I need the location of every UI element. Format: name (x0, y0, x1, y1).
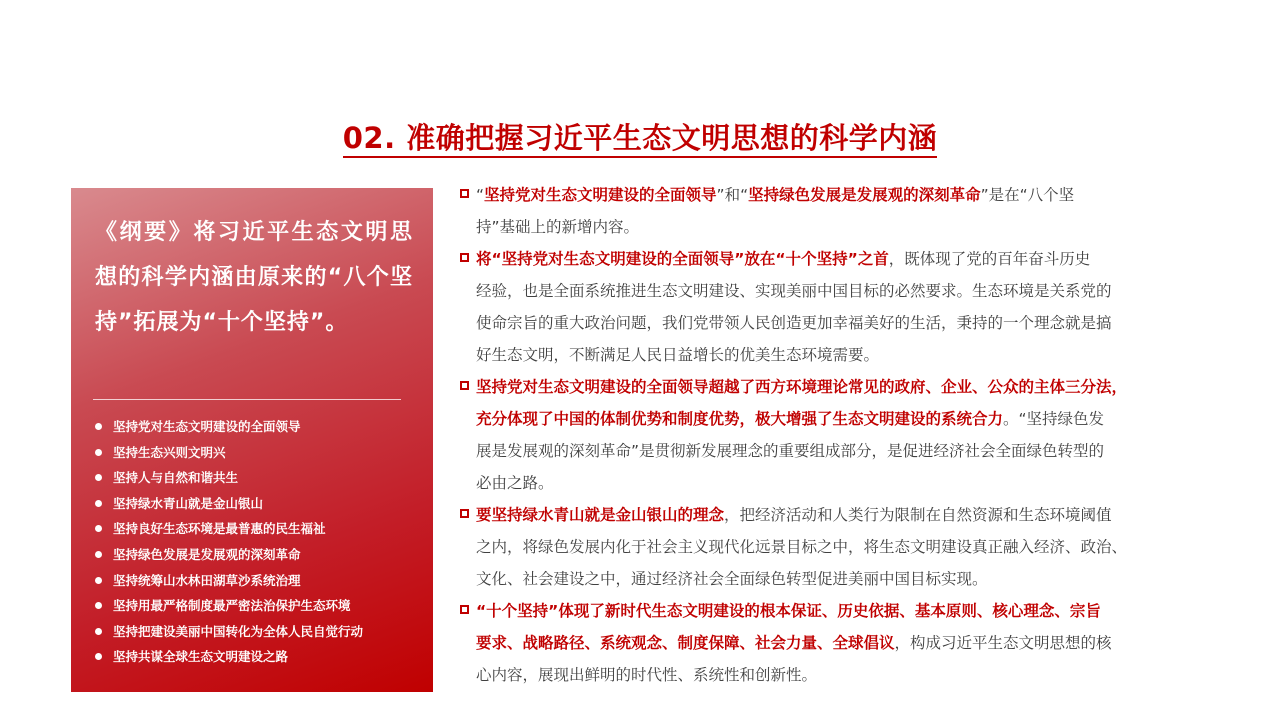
bullet-icon (95, 474, 102, 481)
divider (93, 399, 401, 400)
list-item: 坚持人与自然和谐共生 (95, 465, 363, 491)
bullet-icon (95, 653, 102, 660)
list-item: 坚持把建设美丽中国转化为全体人民自觉行动 (95, 619, 363, 645)
list-item: 坚持共谋全球生态文明建设之路 (95, 644, 363, 670)
list-item: 坚持绿水青山就是金山银山 (95, 491, 363, 517)
content-column (458, 179, 1228, 691)
bullet-icon (95, 525, 102, 532)
list-item: 坚持统筹山水林田湖草沙系统治理 (95, 568, 363, 594)
checkbox-bullet-icon (460, 253, 469, 262)
paragraph-2: 将“坚持党对生态文明建设的全面领导”放在“十个坚持”之首，既体现了党的百年奋斗历史 经验，也是全面系统推进生态文明建设、实现美丽中国目标的必然要求。生态环境是关系党的 使命宗旨的重大政治问题，我们党带领人民创造更加幸福美好的生活，秉持的一个理念就是搞 好生态文明，不断满足人民日益增长的优美生态环境需要。 (458, 243, 1228, 371)
bullet-icon (95, 500, 102, 507)
bullet-icon (95, 628, 102, 635)
bullet-icon (95, 423, 102, 430)
checkbox-bullet-icon (460, 189, 469, 198)
paragraph-3: 坚持党对生态文明建设的全面领导超越了西方环境理论常见的政府、企业、公众的主体三分法， 充分体现了中国的体制优势和制度优势，极大增强了生态文明建设的系统合力。“坚持绿色发 展是发展观的深刻革命”是贯彻新发展理念的重要组成部分，是促进经济社会全面绿色转型的 必由之路。 (458, 371, 1228, 499)
bullet-icon (95, 602, 102, 609)
list-item: 坚持用最严格制度最严密法治保护生态环境 (95, 593, 363, 619)
paragraph-1: “坚持党对生态文明建设的全面领导”和“坚持绿色发展是发展观的深刻革命”是在“八个坚 持”基础上的新增内容。 (458, 179, 1228, 243)
summary-panel (71, 188, 433, 692)
bullet-icon (95, 577, 102, 584)
list-item: 坚持党对生态文明建设的全面领导 (95, 414, 363, 440)
page-title-text: 02. 准确把握习近平生态文明思想的科学内涵 (343, 121, 937, 158)
checkbox-bullet-icon (460, 381, 469, 390)
list-item: 坚持绿色发展是发展观的深刻革命 (95, 542, 363, 568)
bullet-icon (95, 449, 102, 456)
bullet-icon (95, 551, 102, 558)
paragraph-4: 要坚持绿水青山就是金山银山的理念，把经济活动和人类行为限制在自然资源和生态环境阈值 之内，将绿色发展内化于社会主义现代化远景目标之中，将生态文明建设真正融入经济、政治、 文化、社会建设之中，通过经济社会全面绿色转型促进美丽中国目标实现。 (458, 499, 1228, 595)
list-item: 坚持生态兴则文明兴 (95, 440, 363, 466)
summary-intro: 《纲要》将习近平生态文明思想的科学内涵由原来的“八个坚持”拓展为“十个坚持”。 (95, 220, 413, 335)
paragraph-5: “十个坚持”体现了新时代生态文明建设的根本保证、历史依据、基本原则、核心理念、宗旨 要求、战略路径、系统观念、制度保障、社会力量、全球倡议，构成习近平生态文明思想的核 心内容，展现出鲜明的时代性、系统性和创新性。 (458, 595, 1228, 691)
page-title (0, 116, 1280, 157)
checkbox-bullet-icon (460, 509, 469, 518)
list-item: 坚持良好生态环境是最普惠的民生福祉 (95, 516, 363, 542)
ten-principles-list (95, 414, 363, 670)
checkbox-bullet-icon (460, 605, 469, 614)
